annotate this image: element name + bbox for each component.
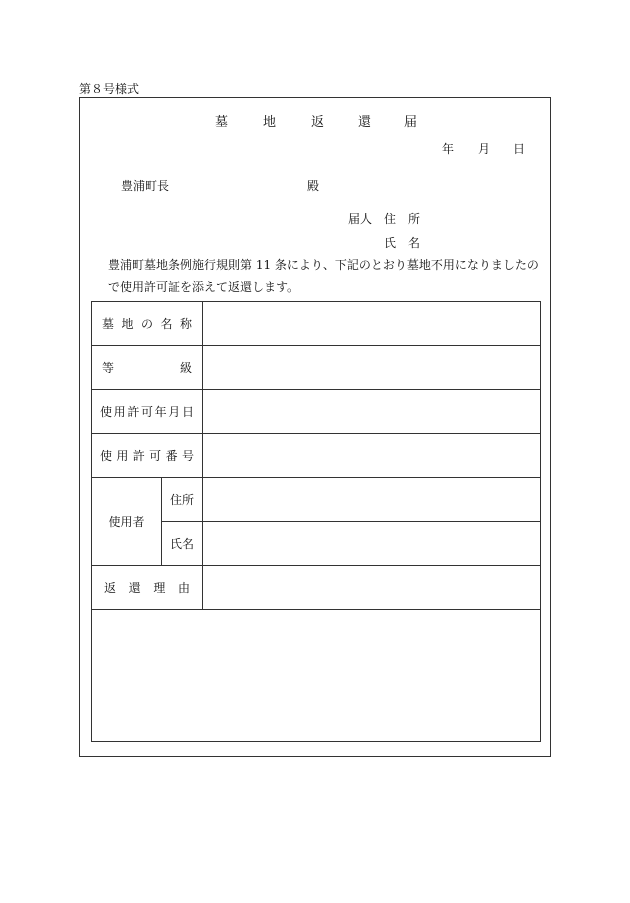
date-month: 月 bbox=[478, 142, 491, 156]
label-char: 番 bbox=[165, 449, 178, 463]
applicant-label: 届人 bbox=[348, 212, 373, 226]
label-char: 地 bbox=[121, 317, 134, 331]
row-cemetery-name bbox=[92, 302, 541, 346]
label-char: 返 bbox=[104, 581, 117, 595]
value-permit-date[interactable] bbox=[203, 390, 541, 434]
title-char: 地 bbox=[263, 115, 277, 130]
form-number: 第８号様式 bbox=[79, 82, 140, 96]
label-char: 還 bbox=[128, 581, 141, 595]
label-user-address: 住所 bbox=[162, 478, 203, 522]
applicant-name-label: 名 bbox=[408, 236, 421, 250]
value-grade[interactable] bbox=[203, 346, 541, 390]
value-permit-number[interactable] bbox=[203, 434, 541, 478]
label-char: 月 bbox=[168, 405, 181, 419]
label-user-name: 氏名 bbox=[162, 522, 203, 566]
row-permit-number bbox=[92, 434, 541, 478]
label-permit-date bbox=[92, 390, 203, 434]
info-table bbox=[91, 301, 541, 742]
label-char: 理 bbox=[153, 581, 166, 595]
date-day: 日 bbox=[513, 142, 526, 156]
label-char: の bbox=[141, 317, 154, 331]
label-char: 号 bbox=[181, 449, 194, 463]
applicant-address-label: 住 bbox=[384, 212, 397, 226]
row-user-address bbox=[92, 478, 541, 522]
row-permit-date bbox=[92, 390, 541, 434]
label-char: 日 bbox=[181, 405, 194, 419]
reason-detail-box[interactable] bbox=[92, 610, 541, 742]
date-year: 年 bbox=[442, 142, 455, 156]
label-permit-number bbox=[92, 434, 203, 478]
applicant-name-label: 氏 bbox=[384, 236, 397, 250]
label-char: 等 bbox=[102, 361, 115, 375]
label-char: 墓 bbox=[102, 317, 115, 331]
row-grade bbox=[92, 346, 541, 390]
honorific: 殿 bbox=[307, 179, 320, 193]
label-char: 年 bbox=[154, 405, 167, 419]
label-char: 用 bbox=[116, 449, 129, 463]
label-grade bbox=[92, 346, 203, 390]
label-char: 許 bbox=[132, 449, 145, 463]
label-char: 可 bbox=[149, 449, 162, 463]
title-char: 墓 bbox=[215, 115, 229, 130]
body-paragraph: 豊浦町墓地条例施行規則第 11 条により、下記のとおり墓地不用になりましたので使用許可証を添えて返還します。 bbox=[108, 258, 539, 294]
label-char: 使 bbox=[100, 449, 113, 463]
value-user-address[interactable] bbox=[203, 478, 541, 522]
form-frame bbox=[79, 97, 551, 757]
body-text bbox=[90, 254, 545, 298]
label-char: 用 bbox=[113, 405, 126, 419]
label-user: 使用者 bbox=[92, 478, 162, 566]
value-return-reason[interactable] bbox=[203, 566, 541, 610]
label-char: 名 bbox=[160, 317, 173, 331]
label-char: 可 bbox=[140, 405, 153, 419]
title-char: 届 bbox=[404, 115, 418, 130]
label-char: 称 bbox=[180, 317, 193, 331]
label-char: 許 bbox=[127, 405, 140, 419]
row-return-reason bbox=[92, 566, 541, 610]
applicant-address-label: 所 bbox=[408, 212, 421, 226]
label-return-reason bbox=[92, 566, 203, 610]
value-cemetery-name[interactable] bbox=[203, 302, 541, 346]
label-char: 由 bbox=[177, 581, 190, 595]
value-user-name[interactable] bbox=[203, 522, 541, 566]
addressee: 豊浦町長 bbox=[121, 179, 170, 193]
label-char: 級 bbox=[180, 361, 193, 375]
label-cemetery-name bbox=[92, 302, 203, 346]
row-reason-detail bbox=[92, 610, 541, 742]
title-char: 返 bbox=[311, 115, 325, 130]
label-char: 使 bbox=[100, 405, 113, 419]
title-char: 還 bbox=[358, 115, 372, 130]
